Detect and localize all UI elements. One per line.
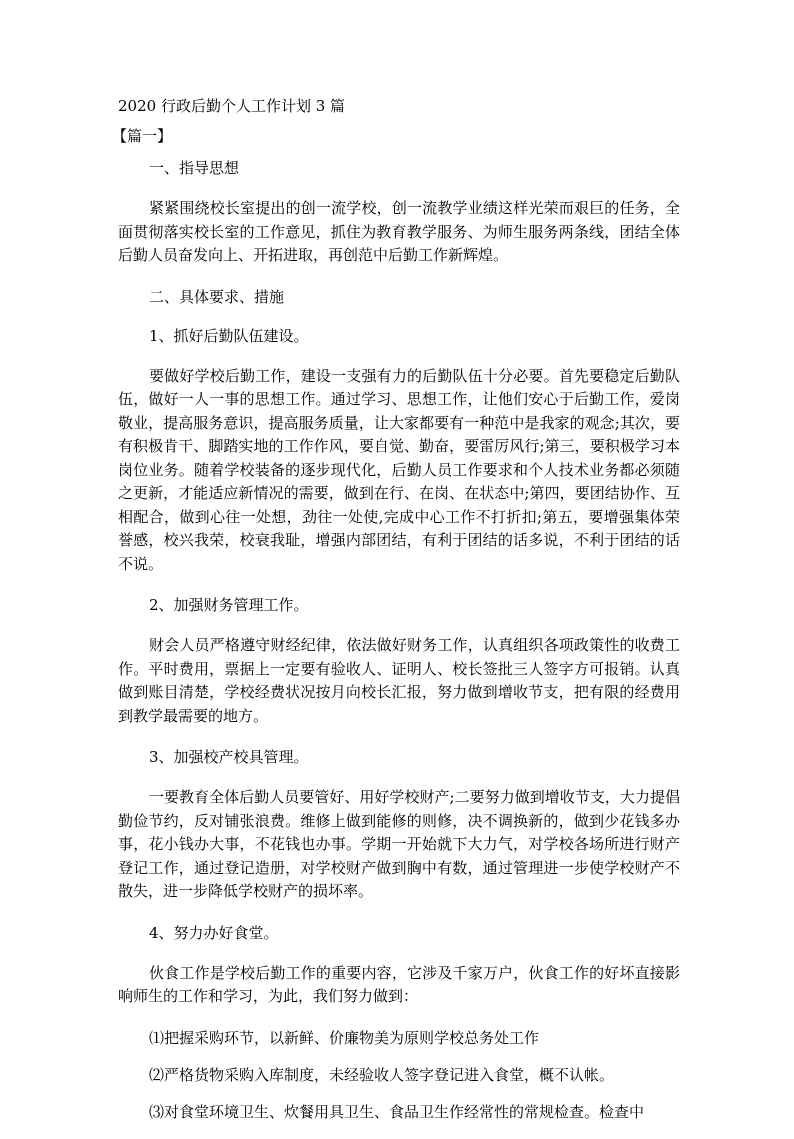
list-item-purchasing: ⑴把握采购环节，以新鲜、价廉物美为原则学校总务处工作 xyxy=(149,1028,540,1047)
heading-team-building: 1、抓好后勤队伍建设。 xyxy=(149,326,309,345)
paragraph-finance: 财会人员严格遵守财经纪律，依法做好财务工作，认真组织各项政策性的收费工作。平时费用，票据上一定要有验收人、证明人、校长签批三人签字方可报销。认真做到账目清楚，学校经费状况按月向校长汇报，努力做到增收节支，把有限的经费用到教学最需要的地方。 xyxy=(118,636,680,725)
heading-requirements: 二、具体要求、措施 xyxy=(149,287,285,306)
section-label: 【篇一】 xyxy=(112,127,173,145)
paragraph-property: 一要教育全体后勤人员要管好、用好学校财产;二要努力做到增收节支，大力提倡勤俭节约，反对铺张浪费。维修上做到能修的则修，决不调换新的，做到少花钱多办事，花小钱办大事，不花钱也办事。学期一开始就下大力气，对学校各场所进行财产登记工作，通过登记造册，对学校财产做到胸中有数，通过管理进一步使学校财产不散失，进一步降低学校财产的损坏率。 xyxy=(118,788,680,900)
document-page xyxy=(112,96,680,1139)
paragraph-team-building: 要做好学校后勤工作，建设一支强有力的后勤队伍十分必要。首先要稳定后勤队伍，做好一人一事的思想工作。通过学习、思想工作，让他们安心于后勤工作，爱岗敬业，提高服务意识，提高服务质量，让大家都要有一种范中是我家的观念;其次，要有积极肯干、脚踏实地的工作作风，要自觉、勤奋，要雷厉风行;第三，要积极学习本岗位业务。随着学校装备的逐步现代化，后勤人员工作要求和个人技术业务都必须随之更新，才能适应新情况的需要，做到在行、在岗、在状态中;第四，要团结协作、互相配合，做到心往一处想，劲往一处使,完成中心工作不打折扣;第五，要增强集体荣誉感，校兴我荣，校衰我耻，增强内部团结，有利于团结的话多说，不利于团结的话不说。 xyxy=(118,366,680,573)
heading-guiding-ideology: 一、指导思想 xyxy=(149,159,240,177)
list-item-warehousing: ⑵严格货物采购入库制度，未经验收人签字登记进入食堂，概不认帐。 xyxy=(149,1065,615,1084)
paragraph-guiding-ideology: 紧紧围绕校长室提出的创一流学校，创一流教学业绩这样光荣而艰巨的任务，全面贯彻落实校长室的工作意见，抓住为教育教学服务、为师生服务两条线，团结全体后勤人员奋发向上、开拓进取，再创范中后勤工作新辉煌。 xyxy=(118,199,680,264)
heading-property: 3、加强校产校具管理。 xyxy=(149,748,309,766)
heading-canteen: 4、努力办好食堂。 xyxy=(149,923,279,942)
heading-finance: 2、加强财务管理工作。 xyxy=(149,596,309,614)
paragraph-canteen: 伙食工作是学校后勤工作的重要内容，它涉及千家万户，伙食工作的好坏直接影响师生的工作和学习，为此，我们努力做到： xyxy=(118,963,680,1005)
list-item-hygiene: ⑶对食堂环境卫生、炊餐用具卫生、食品卫生作经常性的常规检查。检查中 xyxy=(149,1102,645,1121)
document-title: 2020 行政后勤个人工作计划 3 篇 xyxy=(118,97,346,115)
